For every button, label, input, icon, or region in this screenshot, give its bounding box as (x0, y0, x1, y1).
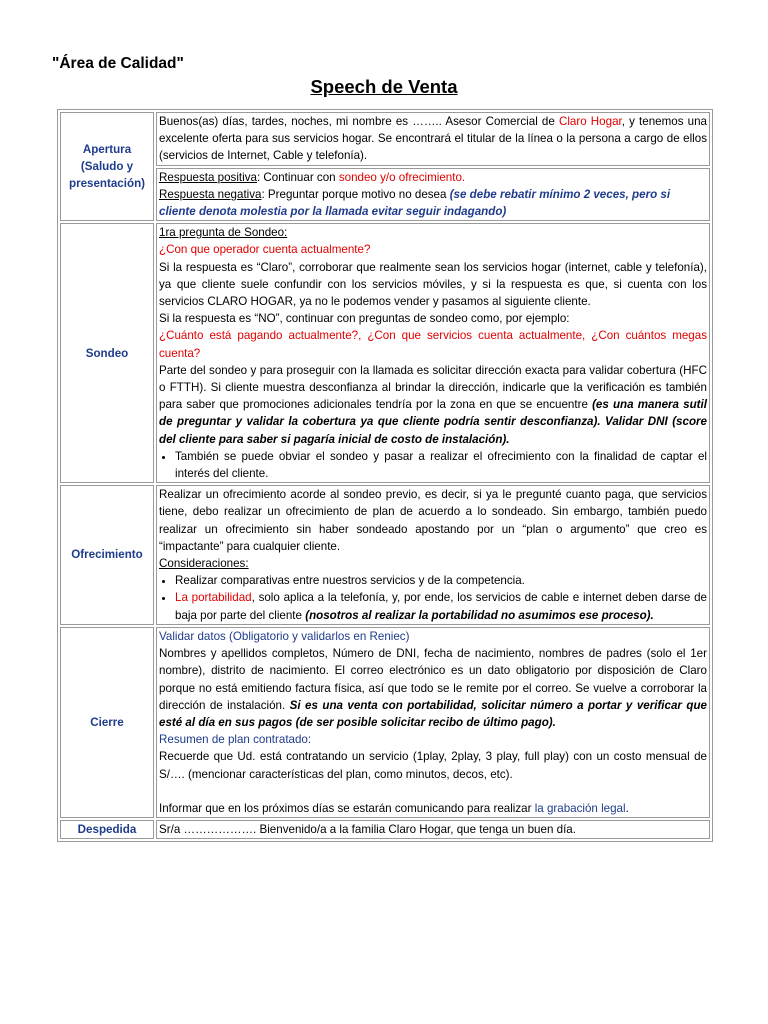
positive-label: Respuesta positiva (159, 170, 257, 184)
row-despedida (60, 820, 710, 839)
validar-title: Validar datos (Obligatorio y validarlos en Reniec) (159, 629, 410, 643)
row-apertura-responses (60, 168, 710, 222)
ofrecimiento-content (156, 485, 710, 625)
sondeo-p2: Si la respuesta es “NO”, continuar con preguntas de sondeo como, por ejemplo: (159, 312, 570, 326)
positive-response (159, 169, 707, 186)
label-cierre: Cierre (60, 627, 154, 818)
cierre-p3-end: . (625, 801, 629, 815)
row-ofrecimiento (60, 485, 710, 625)
area-heading: "Área de Calidad" (52, 55, 184, 72)
negative-note: (se debe rebatir mínimo 2 veces, pero si cliente denota molestia por la llamada evitar seguir indagando) (159, 187, 671, 219)
apertura-responses (156, 168, 710, 222)
ofrecimiento-p1: Realizar un ofrecimiento acorde al sondeo previo, es decir, si ya le pregunté cuanto paga, que servicios tiene, debo realizar un ofrecimiento de plan de acuerdo a lo sondeado. Sin embargo, también puedo realizar un ofrecimiento sin haber sondeado apostando por un “plan o argumento” que creo es “impactante” para cualquier cliente. (159, 488, 707, 553)
sondeo-p1: Si la respuesta es “Claro”, corroborar que realmente sean los servicios hogar (internet, cable y telefonía), ya que cliente suele confundir con los servicios móviles, y si la respuesta es que, si cuenta con los servicios CLARO HOGAR, ya no le podemos vender y pasamos al siguiente cliente. (159, 260, 707, 309)
cierre-p1-text: Nombres y apellidos completos, Número de DNI, fecha de nacimiento, nombres de padres (solo el 1er nombre), distrito de nacimiento. El correo electrónico es un dato obligatorio por disposición de Claro porque no está emitiendo factura física, así que todo se le remite por el correo. Se vuelve a corroborar la dirección de instalación. (159, 647, 707, 712)
sondeo-p3 (159, 362, 707, 448)
ofrecimiento-bullet-2 (175, 589, 707, 623)
apertura-intro-b: , y tenemos una excelente oferta para sus servicios hogar. Se encontrará el titular de la línea o la persona a cargo de ellos (servicios de Internet, Cable y telefonía). (159, 115, 707, 163)
sondeo-q1-title: 1ra pregunta de Sondeo: (159, 226, 288, 240)
portabilidad-italic: (nosotros al realizar la portabilidad no asumimos ese proceso). (305, 608, 654, 622)
speech-table (57, 109, 713, 842)
ofrecimiento-bullets (159, 572, 707, 624)
cierre-p3-text: Informar que en los próximos días se estarán comunicando para realizar (159, 801, 535, 815)
sondeo-p3-text: Parte del sondeo y para proseguir con la llamada es solicitar dirección exacta para validar cobertura (HFC o FTTH). Si cliente muestra desconfianza al brindar la dirección, indicarle que la verificación es también para saber que promociones adicionales tendría por la zona en que se encuentre (159, 363, 707, 412)
positive-highlight: sondeo y/o ofrecimiento. (338, 170, 466, 184)
sondeo-p3-italic: (es una manera sutil de preguntar y validar la cobertura ya que cliente podría sentir desconfianza). Validar DNI (score del cliente para saber si pagaría inicial de costo de instalación). (159, 398, 707, 446)
consideraciones-title: Consideraciones: (159, 557, 249, 571)
cierre-p3 (159, 800, 707, 817)
negative-text: : Preguntar porque motivo no desea (261, 187, 450, 201)
brand-claro-hogar: Claro Hogar (558, 115, 622, 128)
apertura-intro-a: Buenos(as) días, tardes, noches, mi nombre es …….. Asesor Comercial de (159, 115, 559, 128)
label-apertura: Apertura (Saludo y presentación) (60, 112, 154, 221)
label-ofrecimiento: Ofrecimiento (60, 485, 154, 625)
cierre-p1-italic: Si es una venta con portabilidad, solicitar número a portar y verificar que esté al día en sus pagos (de ser posible solicitar recibo de último pago). (159, 698, 707, 729)
negative-label: Respuesta negativa (159, 187, 262, 201)
cierre-content (156, 627, 710, 818)
spacer (159, 783, 707, 800)
cierre-p2: Recuerde que Ud. está contratando un servicio (1play, 2play, 3 play, full play) con un costo mensual de S/…. (mencionar características del plan, como minutos, decos, etc). (159, 750, 707, 781)
sondeo-bullets (159, 448, 707, 482)
sondeo-bullet: • También se puede obviar el sondeo y pasar a realizar el ofrecimiento con la finalidad de captar el interés del cliente. (175, 448, 707, 482)
cierre-p1 (159, 645, 707, 731)
document-title: Speech de Venta (310, 76, 458, 97)
positive-text: : Continuar con (256, 170, 339, 184)
grabacion-legal: la grabación legal (534, 801, 626, 815)
apertura-intro (156, 112, 710, 166)
label-despedida: Despedida (60, 820, 154, 839)
portabilidad-text: , solo aplica a la telefonía, y, por ende, los servicios de cable e internet deben darse de baja por parte del cliente (175, 591, 708, 622)
negative-response (159, 186, 707, 220)
portabilidad-label: La portabilidad (175, 591, 252, 605)
row-apertura (60, 112, 710, 166)
sondeo-q2: ¿Cuánto está pagando actualmente?, ¿Con que servicios cuenta actualmente, ¿Con cuántos megas cuenta? (159, 329, 707, 360)
ofrecimiento-bullet-1: • Realizar comparativas entre nuestros servicios y de la competencia. (175, 572, 707, 589)
row-sondeo (60, 223, 710, 483)
resumen-title: Resumen de plan contratado: (159, 733, 312, 747)
label-sondeo: Sondeo (60, 223, 154, 483)
sondeo-content (156, 223, 710, 483)
sondeo-q1: ¿Con que operador cuenta actualmente? (159, 243, 371, 257)
despedida-content: Sr/a ………………. Bienvenido/a a la familia Claro Hogar, que tenga un buen día. (156, 820, 710, 839)
row-cierre (60, 627, 710, 818)
